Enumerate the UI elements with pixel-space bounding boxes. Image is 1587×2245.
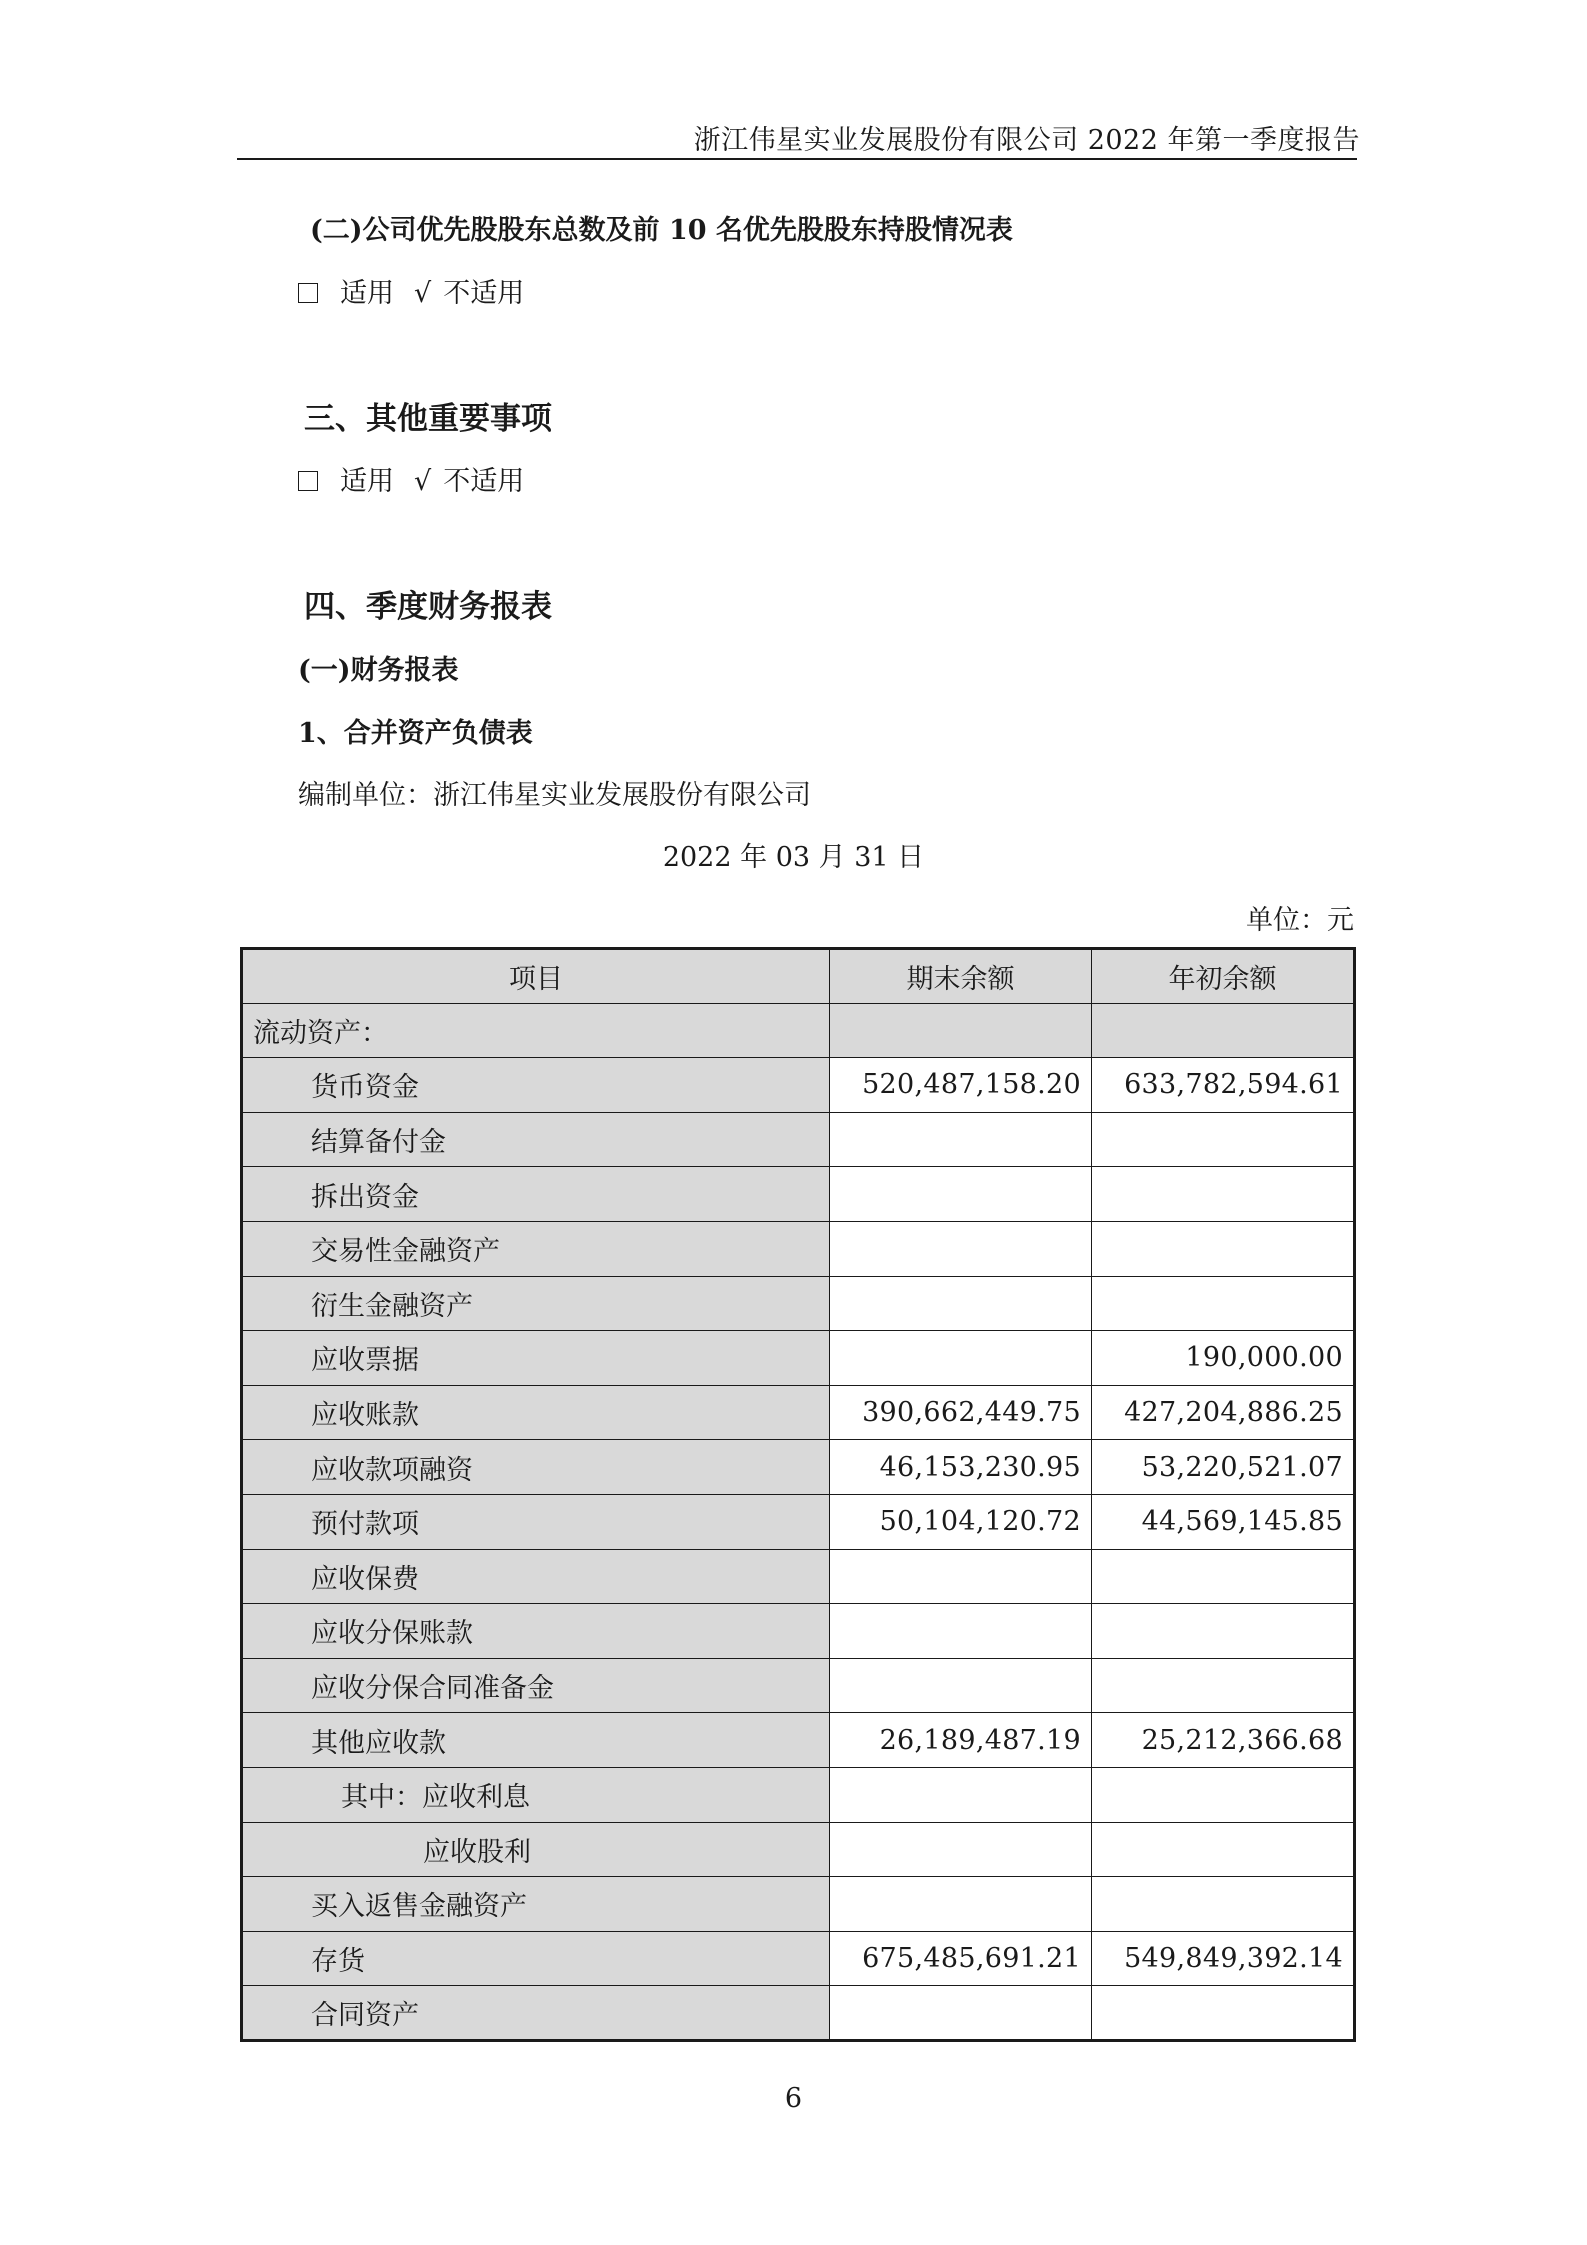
not-applicable-label: 不适用 [443, 466, 525, 497]
row-period-end-value [830, 1221, 1092, 1276]
other-matters-options [298, 459, 524, 498]
table-row [242, 1112, 1355, 1167]
row-year-begin-value [1092, 1822, 1355, 1877]
row-item-label: 其他应收款 [242, 1713, 830, 1768]
row-year-begin-value [1092, 1003, 1355, 1058]
column-header-year-begin: 年初余额 [1092, 949, 1355, 1004]
row-period-end-value [830, 1822, 1092, 1877]
row-period-end-value: 46,153,230.95 [830, 1440, 1092, 1495]
row-period-end-value: 390,662,449.75 [830, 1385, 1092, 1440]
row-period-end-value: 50,104,120.72 [830, 1494, 1092, 1549]
row-period-end-value [830, 1549, 1092, 1604]
row-period-end-value [830, 1604, 1092, 1659]
row-year-begin-value [1092, 1986, 1355, 2041]
table-row [242, 1931, 1355, 1986]
row-period-end-value [830, 1003, 1092, 1058]
table-row [242, 1986, 1355, 2041]
currency-unit: 单位：元 [1246, 905, 1354, 936]
row-year-begin-value: 633,782,594.61 [1092, 1058, 1355, 1113]
row-item-label: 应收分保合同准备金 [242, 1658, 830, 1713]
row-item-label: 拆出资金 [242, 1167, 830, 1222]
balance-sheet-table [240, 947, 1356, 2042]
row-item-label: 流动资产： [242, 1003, 830, 1058]
row-item-label: 应收保费 [242, 1549, 830, 1604]
row-year-begin-value: 549,849,392.14 [1092, 1931, 1355, 1986]
unchecked-box-icon [298, 283, 318, 303]
row-year-begin-value: 190,000.00 [1092, 1331, 1355, 1386]
preparer-unit: 编制单位：浙江伟星实业发展股份有限公司 [298, 780, 811, 811]
other-matters-heading: 三、其他重要事项 [304, 401, 552, 437]
row-year-begin-value [1092, 1276, 1355, 1331]
table-row [242, 1494, 1355, 1549]
table-row [242, 1767, 1355, 1822]
row-period-end-value: 675,485,691.21 [830, 1931, 1092, 1986]
table-row [242, 1331, 1355, 1386]
row-item-label: 货币资金 [242, 1058, 830, 1113]
row-year-begin-value: 44,569,145.85 [1092, 1494, 1355, 1549]
financial-statements-heading: 四、季度财务报表 [304, 589, 552, 625]
row-item-label: 存货 [242, 1931, 830, 1986]
table-row [242, 1877, 1355, 1932]
check-mark-icon: √ [414, 278, 432, 309]
row-period-end-value: 520,487,158.20 [830, 1058, 1092, 1113]
row-item-label: 结算备付金 [242, 1112, 830, 1167]
financial-statements-subheading: (一)财务报表 [298, 655, 459, 686]
row-item-label: 应收票据 [242, 1331, 830, 1386]
table-row [242, 1658, 1355, 1713]
column-header-period-end: 期末余额 [830, 949, 1092, 1004]
row-year-begin-value [1092, 1604, 1355, 1659]
table-row [242, 1822, 1355, 1877]
table-row [242, 1276, 1355, 1331]
check-mark-icon: √ [414, 466, 432, 497]
row-item-label: 应收账款 [242, 1385, 830, 1440]
column-header-item: 项目 [242, 949, 830, 1004]
row-period-end-value [830, 1877, 1092, 1932]
row-period-end-value [830, 1331, 1092, 1386]
header-divider [237, 158, 1357, 160]
report-header-title: 浙江伟星实业发展股份有限公司 2022 年第一季度报告 [693, 125, 1360, 156]
table-header-row [242, 949, 1355, 1004]
row-period-end-value [830, 1767, 1092, 1822]
table-row [242, 1221, 1355, 1276]
row-item-label: 合同资产 [242, 1986, 830, 2041]
row-item-label: 交易性金融资产 [242, 1221, 830, 1276]
row-year-begin-value [1092, 1877, 1355, 1932]
row-item-label: 应收款项融资 [242, 1440, 830, 1495]
row-period-end-value [830, 1658, 1092, 1713]
table-row [242, 1713, 1355, 1768]
table-row [242, 1549, 1355, 1604]
row-year-begin-value [1092, 1167, 1355, 1222]
row-year-begin-value: 53,220,521.07 [1092, 1440, 1355, 1495]
row-year-begin-value: 427,204,886.25 [1092, 1385, 1355, 1440]
row-item-label: 应收分保账款 [242, 1604, 830, 1659]
row-year-begin-value [1092, 1549, 1355, 1604]
row-item-label: 买入返售金融资产 [242, 1877, 830, 1932]
table-row [242, 1440, 1355, 1495]
table-row [242, 1003, 1355, 1058]
row-item-label: 其中：应收利息 [242, 1767, 830, 1822]
table-row [242, 1167, 1355, 1222]
not-applicable-label: 不适用 [443, 278, 525, 309]
row-period-end-value [830, 1167, 1092, 1222]
page-number: 6 [784, 2083, 803, 2114]
applicable-label: 适用 [340, 278, 394, 309]
table-row [242, 1058, 1355, 1113]
table-row [242, 1385, 1355, 1440]
unchecked-box-icon [298, 471, 318, 491]
row-year-begin-value [1092, 1658, 1355, 1713]
row-item-label: 衍生金融资产 [242, 1276, 830, 1331]
row-period-end-value [830, 1112, 1092, 1167]
row-year-begin-value: 25,212,366.68 [1092, 1713, 1355, 1768]
preferred-shareholders-heading: (二)公司优先股股东总数及前 10 名优先股股东持股情况表 [310, 215, 1013, 246]
row-item-label: 预付款项 [242, 1494, 830, 1549]
row-year-begin-value [1092, 1221, 1355, 1276]
preferred-shareholders-options [298, 271, 524, 310]
row-period-end-value: 26,189,487.19 [830, 1713, 1092, 1768]
statement-date: 2022 年 03 月 31 日 [662, 842, 925, 873]
row-period-end-value [830, 1986, 1092, 2041]
row-year-begin-value [1092, 1767, 1355, 1822]
row-period-end-value [830, 1276, 1092, 1331]
row-item-label: 应收股利 [242, 1822, 830, 1877]
table-row [242, 1604, 1355, 1659]
balance-sheet-title: 1、合并资产负债表 [298, 718, 533, 749]
applicable-label: 适用 [340, 466, 394, 497]
row-year-begin-value [1092, 1112, 1355, 1167]
